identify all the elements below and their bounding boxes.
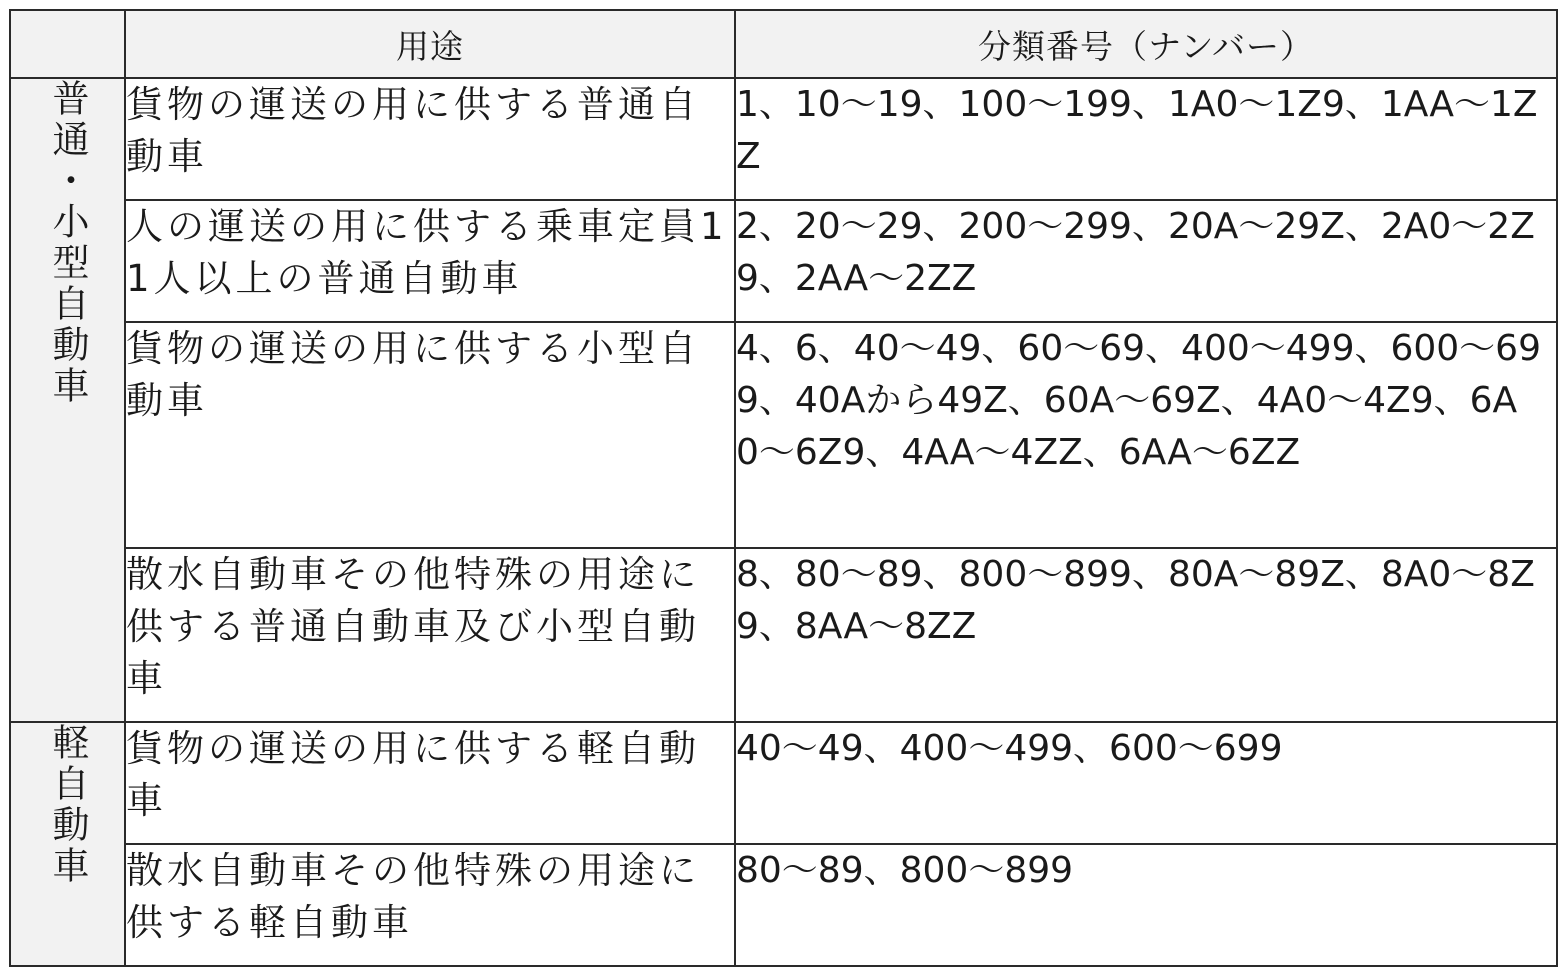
number-cell: 8、80〜89、800〜899、80A〜89Z、8A0〜8Z9、8AA〜8ZZ: [735, 548, 1557, 722]
header-category-cell: [10, 10, 125, 78]
number-cell: 80〜89、800〜899: [735, 844, 1557, 966]
table-row: [10, 722, 1557, 844]
number-cell: 1、10〜19、100〜199、1A0〜1Z9、1AA〜1ZZ: [735, 78, 1557, 200]
table-header-row: [10, 10, 1557, 78]
use-cell: 貨物の運送の用に供する軽自動車: [125, 722, 735, 844]
category-regular-small-cell: [10, 78, 125, 722]
use-cell: 散水自動車その他特殊の用途に供する普通自動車及び小型自動車: [125, 548, 735, 722]
category-kei-cell: [10, 722, 125, 966]
category-regular-small-label: 普通・小型自動車: [46, 79, 89, 407]
header-number-cell: 分類番号（ナンバー）: [735, 10, 1557, 78]
number-cell: 4、6、40〜49、60〜69、400〜499、600〜699、40Aから49Z、60A〜69Z、4A0〜4Z9、6A0〜6Z9、4AA〜4ZZ、6AA〜6ZZ: [735, 322, 1557, 548]
number-cell: 2、20〜29、200〜299、20A〜29Z、2A0〜2Z9、2AA〜2ZZ: [735, 200, 1557, 322]
category-kei-label: 軽自動車: [46, 723, 89, 887]
table-row: [10, 78, 1557, 200]
table-row: [10, 548, 1557, 722]
table-row: [10, 322, 1557, 548]
table-row: [10, 200, 1557, 322]
use-cell: 貨物の運送の用に供する普通自動車: [125, 78, 735, 200]
table-row: [10, 844, 1557, 966]
classification-number-table: [9, 9, 1558, 967]
use-cell: 貨物の運送の用に供する小型自動車: [125, 322, 735, 548]
use-cell: 散水自動車その他特殊の用途に供する軽自動車: [125, 844, 735, 966]
use-cell: 人の運送の用に供する乗車定員11人以上の普通自動車: [125, 200, 735, 322]
header-use-cell: 用途: [125, 10, 735, 78]
number-cell: 40〜49、400〜499、600〜699: [735, 722, 1557, 844]
